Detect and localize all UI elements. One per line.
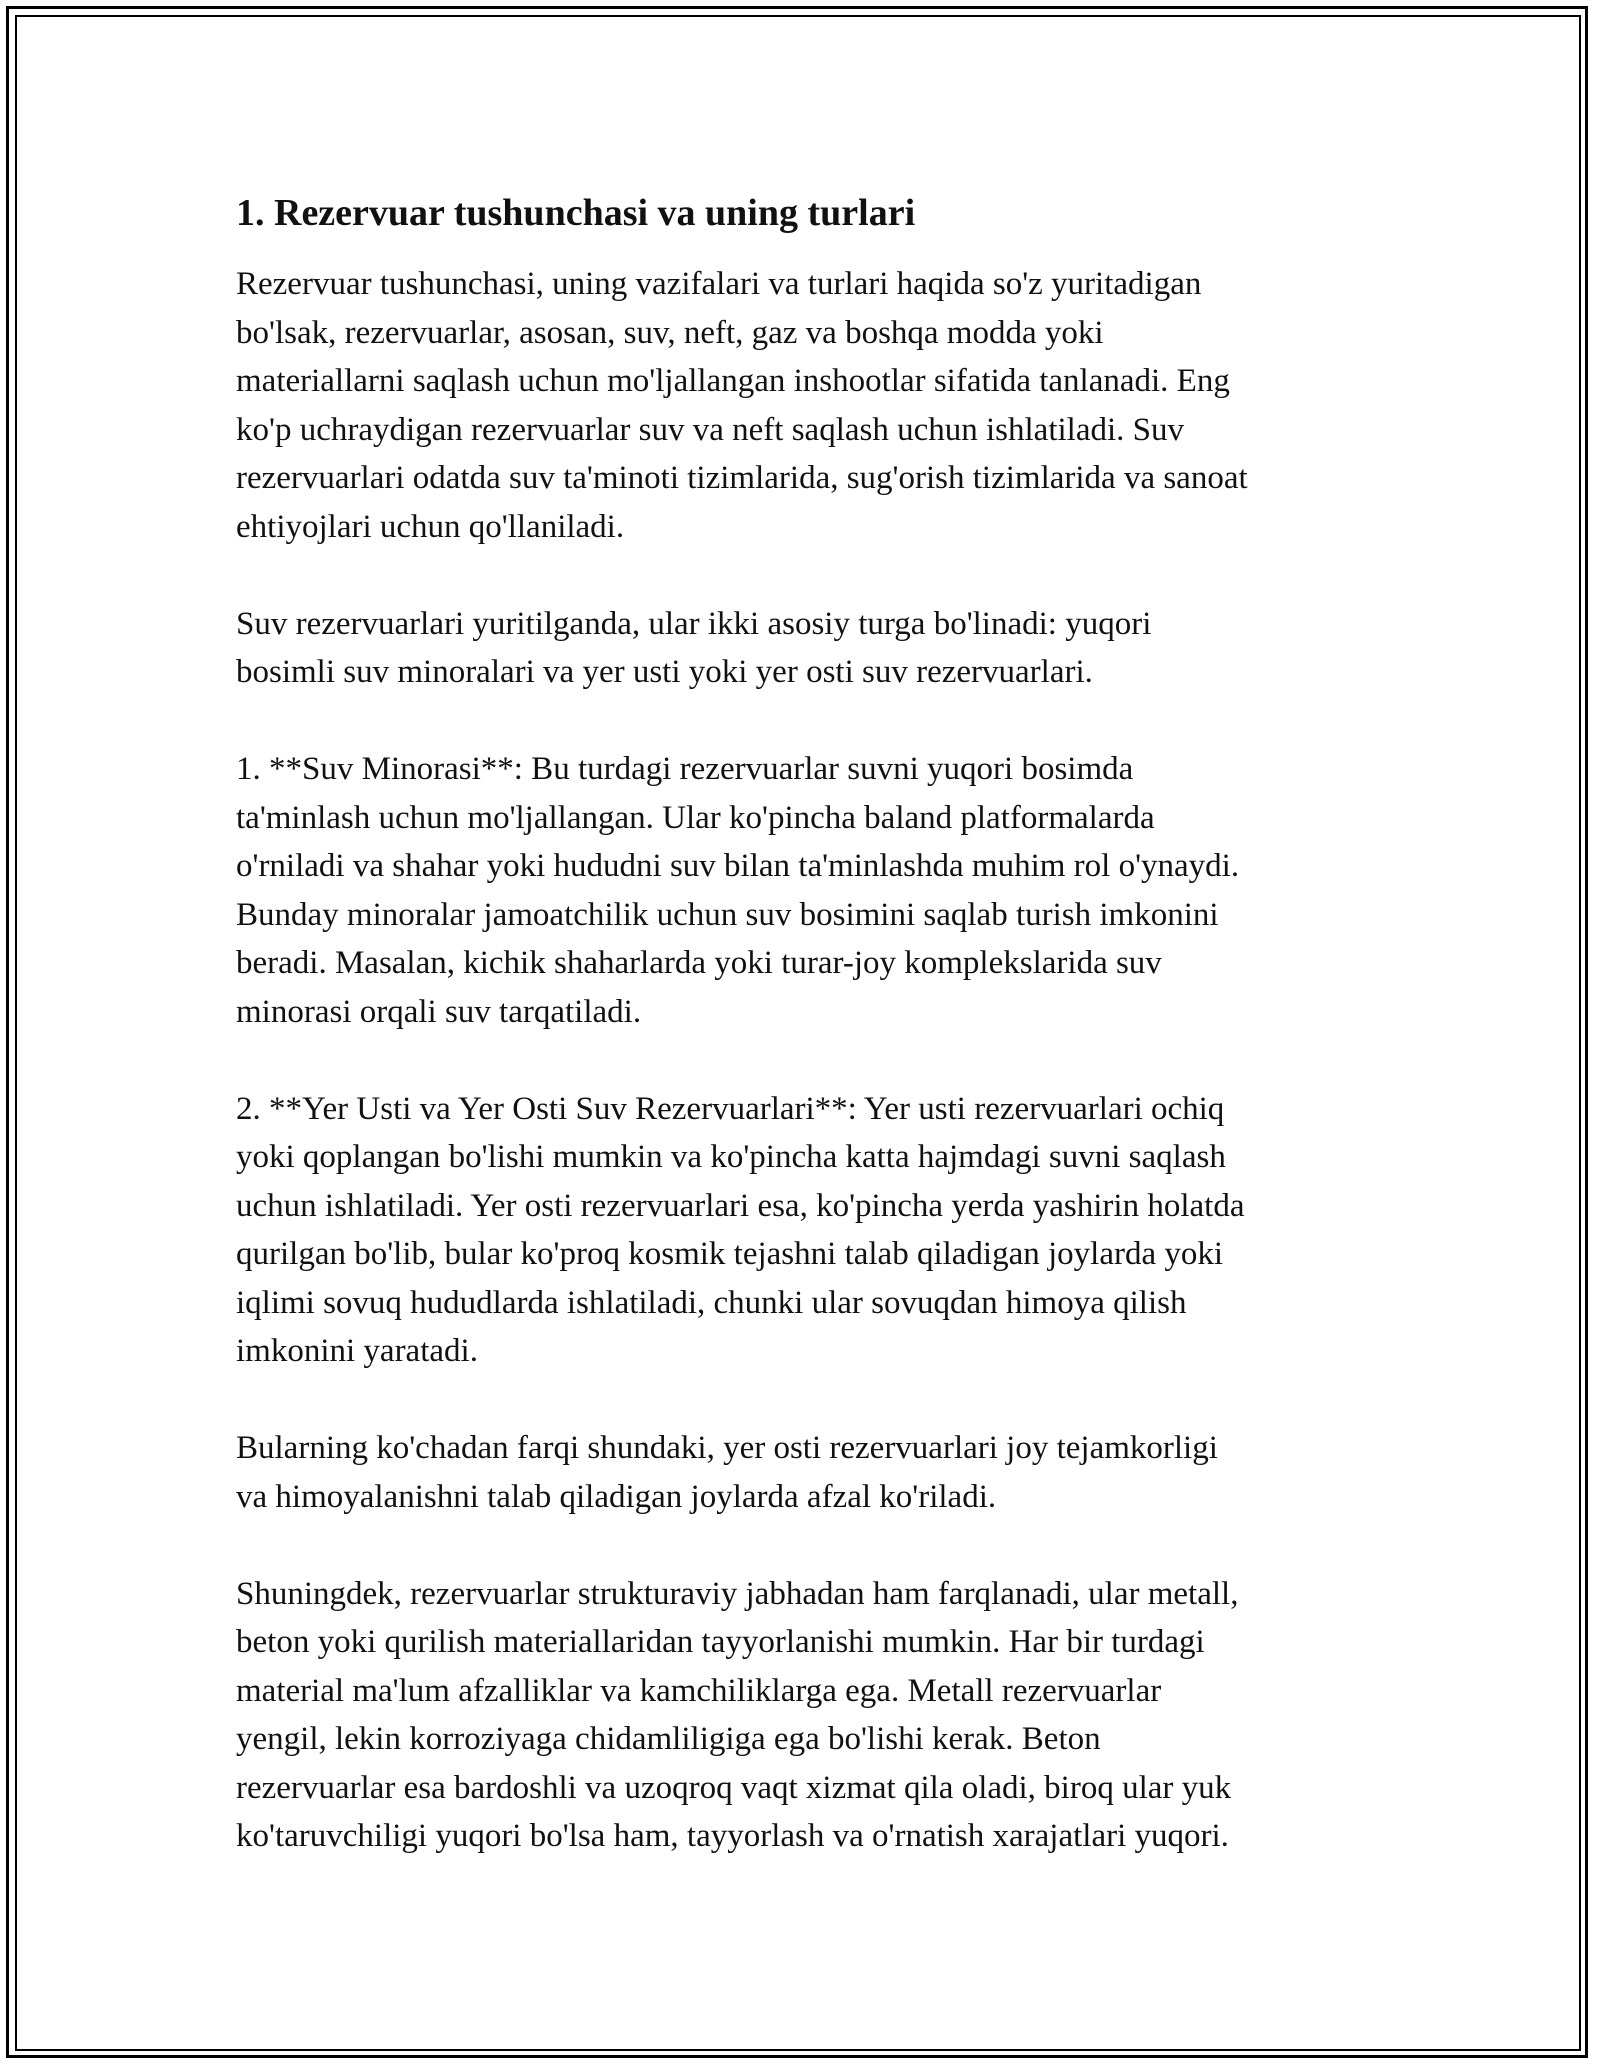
- paragraph-types: [236, 600, 1376, 697]
- text-line: imkonini yaratadi.: [236, 1333, 478, 1369]
- text-line: rezervuarlar esa bardoshli va uzoqroq vaqt xizmat qila oladi, biroq ular yuk: [236, 1769, 1232, 1806]
- text-line: uchun ishlatiladi. Yer osti rezervuarlari esa, ko'pincha yerda yashirin holatda: [236, 1187, 1245, 1224]
- text-line: Bunday minoralar jamoatchilik uchun suv bosimini saqlab turish imkonini: [236, 896, 1219, 933]
- paragraph-ground-reservoirs: [236, 1085, 1376, 1376]
- text-line: Rezervuar tushunchasi, uning vazifalari va turlari haqida so'z yuritadigan: [236, 266, 1202, 302]
- text-line: Bularning ko'chadan farqi shundaki, yer osti rezervuarlari joy tejamkorligi: [236, 1430, 1218, 1466]
- text-line: beton yoki qurilish materiallaridan tayyorlanishi mumkin. Har bir turdagi: [236, 1624, 1205, 1660]
- document-body: [236, 186, 1376, 1909]
- text-line: beradi. Masalan, kichik shaharlarda yoki turar-joy komplekslarida suv: [236, 945, 1162, 981]
- text-line: material ma'lum afzalliklar va kamchiliklarga ega. Metall rezervuarlar: [236, 1672, 1162, 1709]
- text-line: ehtiyojlari uchun qo'llaniladi.: [236, 508, 625, 545]
- text-line: qurilgan bo'lib, bular ko'proq kosmik tejashni talab qiladigan joylarda yoki: [236, 1236, 1224, 1272]
- paragraph-water-tower: [236, 745, 1376, 1036]
- text-line: minorasi orqali suv tarqatiladi.: [236, 993, 642, 1030]
- text-line: 1. **Suv Minorasi**: Bu turdagi rezervuarlar suvni yuqori bosimda: [236, 751, 1134, 787]
- text-line: o'rniladi va shahar yoki hududni suv bilan ta'minlashda muhim rol o'ynaydi.: [236, 848, 1240, 884]
- text-line: materiallarni saqlash uchun mo'ljallangan inshootlar sifatida tanlanadi. Eng: [236, 363, 1230, 399]
- text-line: iqlimi sovuq hududlarda ishlatiladi, chunki ular sovuqdan himoya qilish: [236, 1284, 1187, 1321]
- text-line: yengil, lekin korroziyaga chidamliligiga ega bo'lishi kerak. Beton: [236, 1721, 1101, 1757]
- text-line: bo'lsak, rezervuarlar, asosan, suv, neft, gaz va boshqa modda yoki: [236, 314, 1104, 351]
- text-line: bosimli suv minoralari va yer usti yoki yer osti suv rezervuarlari.: [236, 654, 1093, 690]
- section-heading: 1. Rezervuar tushunchasi va uning turlari: [236, 192, 916, 234]
- paragraph-intro: [236, 260, 1376, 551]
- text-line: Suv rezervuarlari yuritilganda, ular ikki asosiy turga bo'linadi: yuqori: [236, 605, 1152, 642]
- text-line: va himoyalanishni talab qiladigan joylarda afzal ko'riladi.: [236, 1478, 997, 1515]
- text-line: rezervuarlari odatda suv ta'minoti tizimlarida, sug'orish tizimlarida va sanoat: [236, 460, 1248, 496]
- text-line: Shuningdek, rezervuarlar strukturaviy jabhadan ham farqlanadi, ular metall,: [236, 1575, 1239, 1612]
- paragraph-materials: [236, 1570, 1376, 1861]
- text-line: ta'minlash uchun mo'ljallangan. Ular ko'pincha baland platformalarda: [236, 799, 1155, 836]
- text-line: ko'p uchraydigan rezervuarlar suv va neft saqlash uchun ishlatiladi. Suv: [236, 411, 1184, 448]
- text-line: yoki qoplangan bo'lishi mumkin va ko'pincha katta hajmdagi suvni saqlash: [236, 1139, 1226, 1175]
- text-line: ko'taruvchiligi yuqori bo'lsa ham, tayyorlash va o'rnatish xarajatlari yuqori.: [236, 1818, 1229, 1854]
- paragraph-difference: [236, 1424, 1376, 1521]
- text-line: 2. **Yer Usti va Yer Osti Suv Rezervuarlari**: Yer usti rezervuarlari ochiq: [236, 1090, 1225, 1127]
